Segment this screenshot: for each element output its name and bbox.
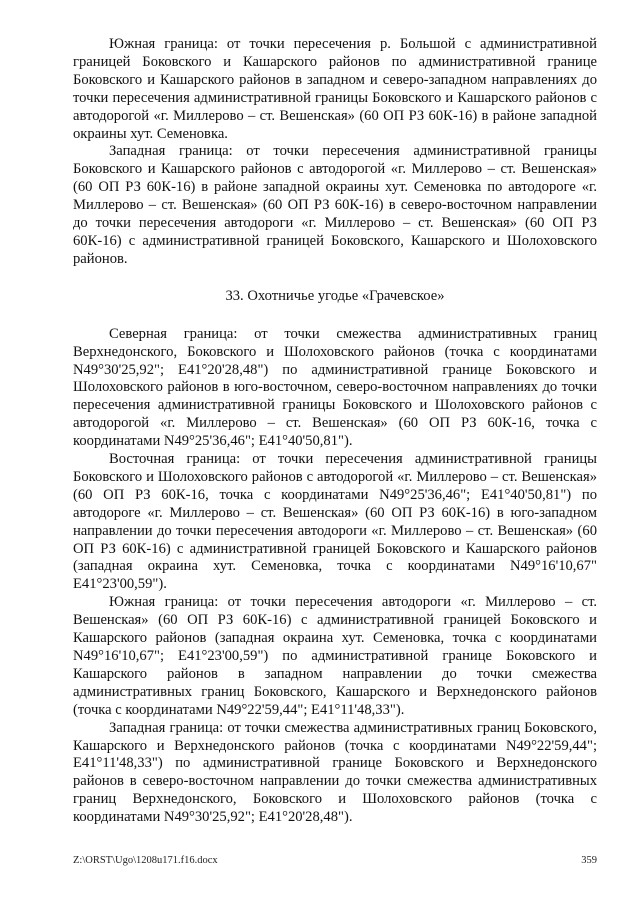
paragraph-west-border: Западная граница: от точки смежества административных границ Боковского, Кашарского и Верхнедонского районов (точка с координатами N49°22'59,44"; E41°11'48,33") по административной границе Боковского и Верхнедонского районов в северо-восточном направлении до точки смежества административных границ Верхнедонского, Боковского и Шолоховского районов (точка с координатами N49°30'25,92"; E41°20'28,48"). — [73, 719, 597, 826]
paragraph-north-border: Северная граница: от точки смежества административных границ Верхнедонского, Боковского и Шолоховского районов (точка с координатами N49°30'25,92"; E41°20'28,48") по административной границе Боковского и Шолоховского районов в юго-восточном, северо-восточном направлениях до точки пересечения административной границы Боковского и Шолоховского районов с автодорогой «г. Миллерово – ст. Вешенская» (60 ОП РЗ 60К-16, точка с координатами N49°25'36,46"; E41°40'50,81"). — [73, 325, 597, 450]
section-heading: 33. Охотничье угодье «Грачевское» — [225, 287, 445, 304]
paragraph-east-border: Восточная граница: от точки пересечения административной границы Боковского и Шолоховского районов с автодорогой «г. Миллерово – ст. Вешенская» (60 ОП РЗ 60К-16, точка с координатами N49°25'36,46"; E41°40'50,81") по автодороге «г. Миллерово – ст. Вешенская» (60 ОП РЗ 60К-16) в юго-западном направлении до точки пересечения автодороги «г. Миллерово – ст. Вешенская» (60 ОП РЗ 60К-16) с административной границей Боковского и Кашарского районов (западная окраина хут. Семеновка, точка с координатами N49°16'10,67" E41°23'00,59"). — [73, 451, 597, 593]
footer-file-path: Z:\ORST\Ugo\1208u171.f16.docx — [73, 855, 218, 866]
paragraph-south-border: Южная граница: от точки пересечения автодороги «г. Миллерово – ст. Вешенская» (60 ОП РЗ 60К-16) с административной границей Боковского и Кашарского районов (западная окраина хут. Семеновка, точка с координатами N49°16'10,67"; E41°23'00,59") по административной границе Боковского и Кашарского районов в западном направлении до точки смежества административных границ Боковского, Кашарского и Верхнедонского районов (точка с координатами N49°22'59,44"; E41°11'48,33"). — [73, 594, 597, 718]
paragraph-west-border-prev: Западная граница: от точки пересечения административной границы Боковского и Кашарского районов с автодорогой «г. Миллерово – ст. Вешенская» (60 ОП РЗ 60К-16) в районе западной окраины хут. Семеновка по автодороге «г. Миллерово – ст. Вешенская» (60 ОП РЗ 60К-16) в северо-восточном направлении до точки пересечения автодороги «г. Миллерово – ст. Вешенская» (60 ОП РЗ 60К-16) с административной границей Боковского, Кашарского и Шолоховского районов. — [73, 143, 597, 267]
paragraph-south-border-prev: Южная граница: от точки пересечения р. Большой с административной границей Боковского и Кашарского районов по административной границе Боковского и Кашарского районов в западном и северо-западном направлениях до точки пересечения административной границы Боковского и Кашарского районов с автодорогой «г. Миллерово – ст. Вешенская» (60 ОП РЗ 60К-16) в районе западной окраины хут. Семеновка. — [73, 36, 597, 142]
document-page — [73, 36, 597, 827]
footer-page-number: 359 — [581, 855, 597, 866]
